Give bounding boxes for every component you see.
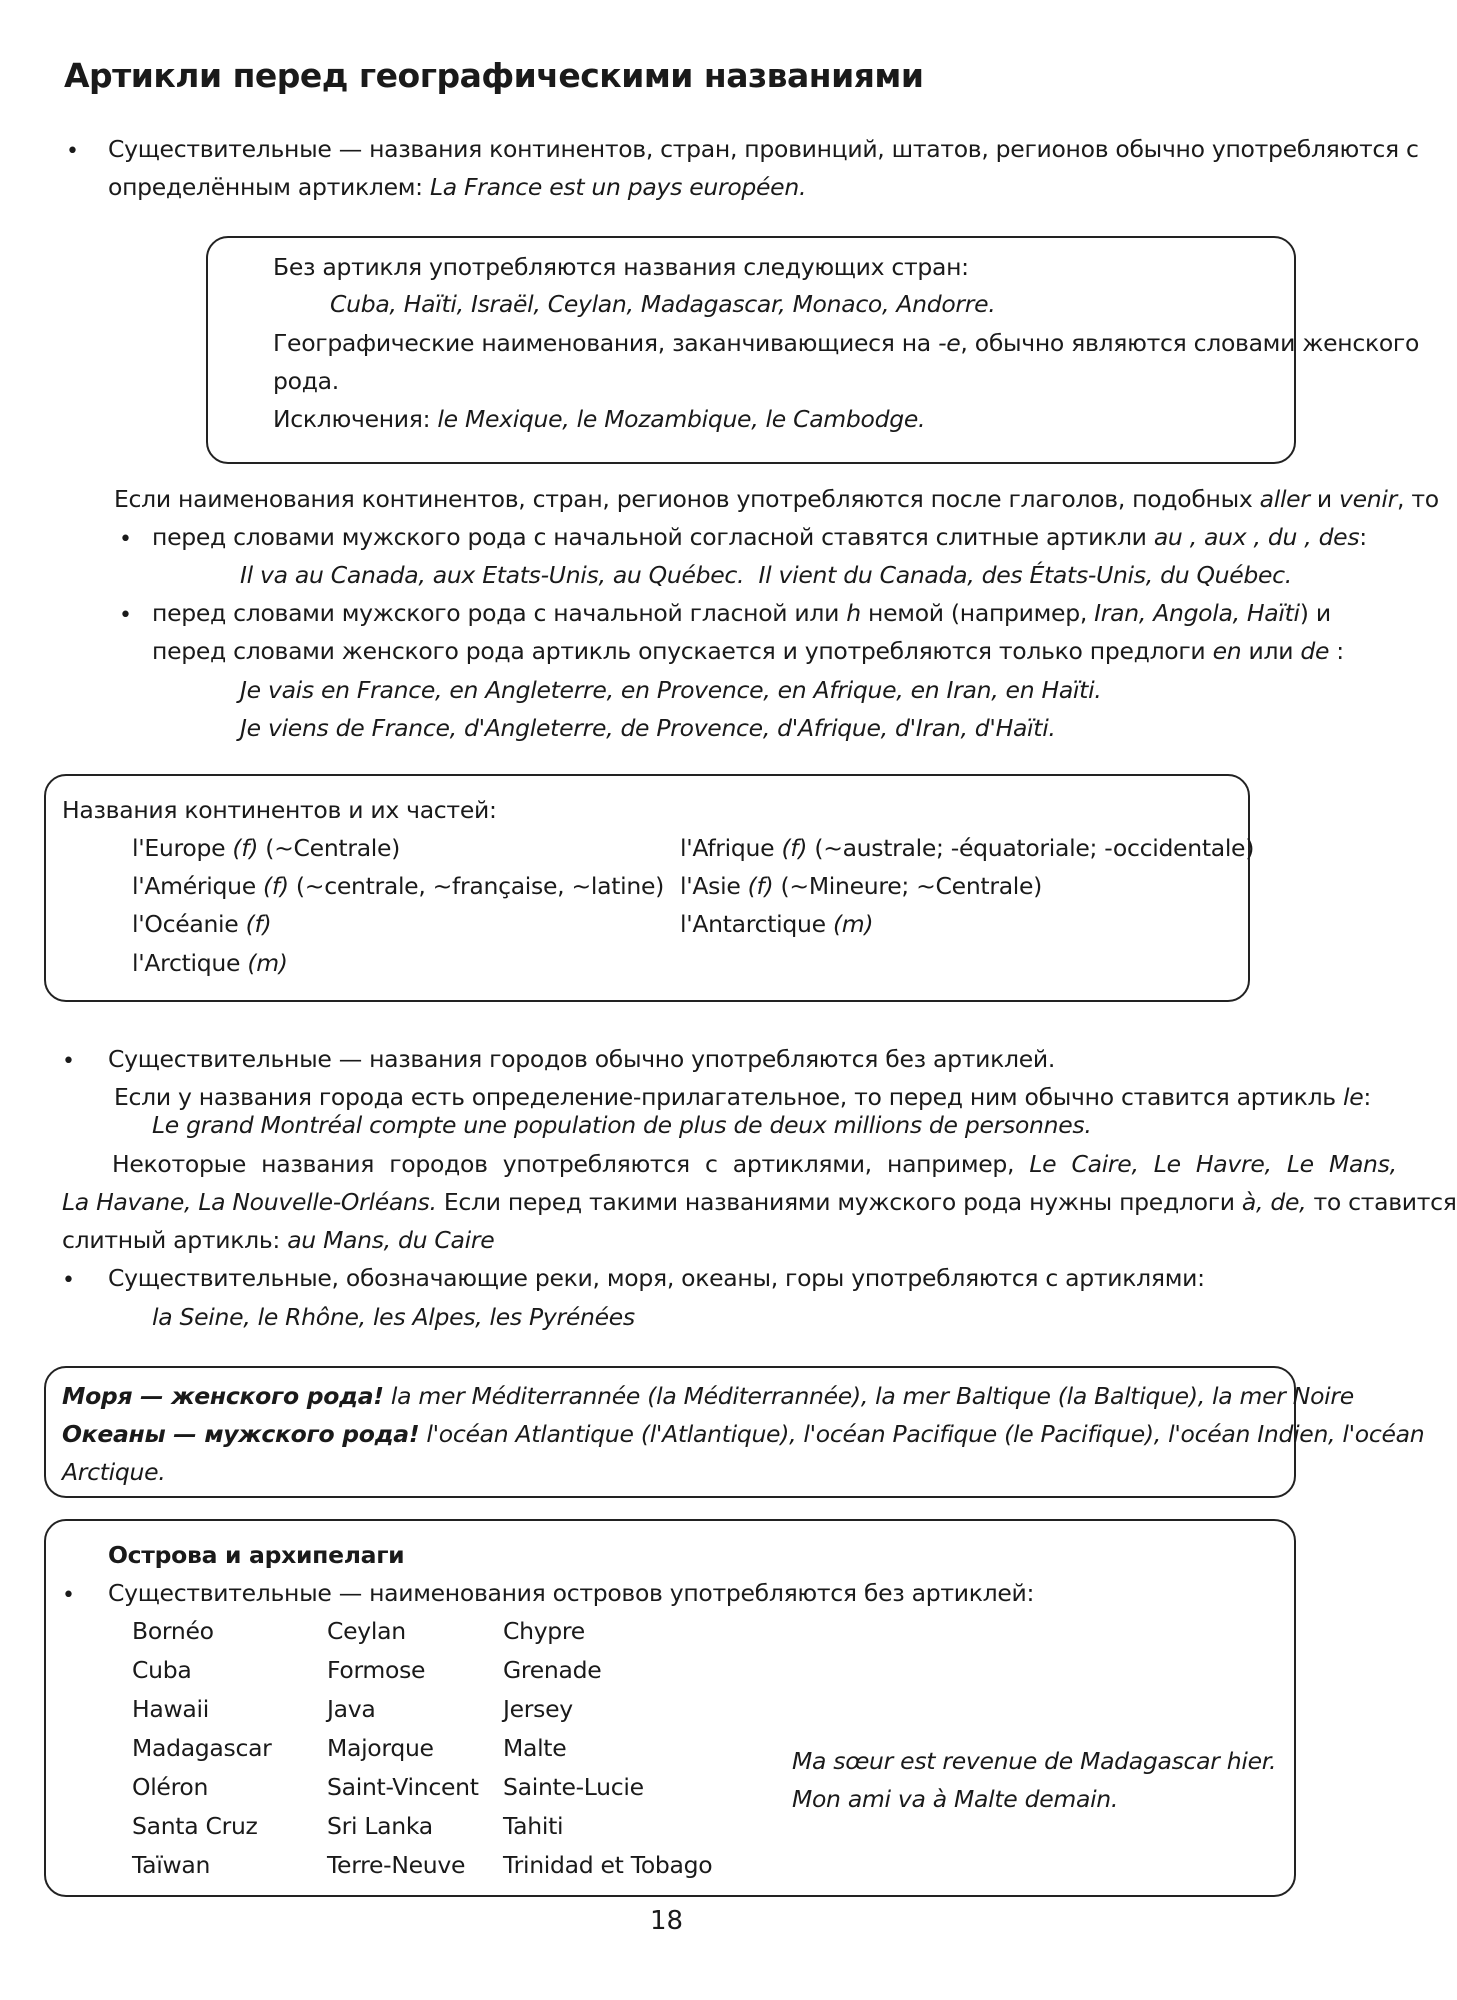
island: Sainte-Lucie [503, 1773, 644, 1801]
island: Majorque [327, 1734, 434, 1762]
cities-example: Le grand Montréal compte une population de plus de deux millions de personnes. [152, 1111, 1092, 1139]
island: Grenade [503, 1656, 602, 1684]
continent-gender: (f) [747, 872, 774, 900]
box1-line3-c: , обычно являются словами женского [960, 329, 1420, 357]
box1-exceptions: le Mexique, le Mozambique, le Cambodge. [437, 405, 926, 433]
continent-gender: (f) [781, 834, 808, 862]
verbs-aller: aller [1259, 485, 1310, 513]
seas-text: la mer Méditerrannée (la Méditerrannée), la mer Baltique (la Baltique), la mer Noire [383, 1382, 1354, 1410]
continent-name: l'Arctique [132, 949, 248, 977]
continents-heading: Названия континентов и их частей: [62, 796, 497, 824]
island: Tahiti [503, 1812, 564, 1840]
island: Hawaii [132, 1695, 209, 1723]
verbs-text-c: и [1309, 485, 1340, 513]
verbs-bullet2-a: перед словами мужского рода с начальной гласной или [152, 599, 847, 627]
cities-para2-c: à, de, [1241, 1188, 1307, 1216]
island: Java [327, 1695, 376, 1723]
intro-line-2 [108, 172, 806, 202]
continent-gender: (f) [232, 834, 259, 862]
verbs-bullet1-articles: au , aux , du , des [1153, 523, 1360, 551]
island: Formose [327, 1656, 426, 1684]
intro-line-1: Существительные — названия континентов, стран, провинций, штатов, регионов обычно употребляются с [108, 135, 1419, 163]
bullet-marker: • [62, 1268, 75, 1293]
continent-left-2 [132, 871, 664, 901]
seas-label: Моря — женского рода! [62, 1382, 384, 1410]
box1-line-3 [273, 328, 1419, 358]
cities-para-3 [62, 1225, 494, 1255]
cities-para2-d: то ставится [1306, 1188, 1457, 1216]
bullet-marker: • [66, 139, 79, 164]
cities-line2-le: le [1343, 1083, 1364, 1111]
rivers-bullet: Существительные, обозначающие реки, моря, океаны, горы употребляются с артиклями: [108, 1264, 1205, 1292]
oceans-line [62, 1419, 1424, 1449]
bullet-marker: • [62, 1583, 75, 1608]
cities-line2-a: Если у названия города есть определение-прилагательное, то перед ним обычно ставится артикль [114, 1083, 1344, 1111]
islands-heading: Острова и архипелаги [108, 1541, 405, 1569]
island: Sri Lanka [327, 1812, 433, 1840]
box1-line-1: Без артикля употребляются названия следующих стран: [273, 253, 969, 281]
island: Oléron [132, 1773, 209, 1801]
cities-para-b: Le Caire, Le Havre, Le Mans, [1029, 1150, 1397, 1178]
box1-examples: Cuba, Haïti, Israël, Ceylan, Madagascar, Monaco, Andorre. [330, 290, 996, 318]
continent-name: l'Afrique [680, 834, 782, 862]
continent-name: l'Asie [680, 872, 748, 900]
intro-text: определённым артиклем: [108, 173, 430, 201]
island: Madagascar [132, 1734, 272, 1762]
cities-para3-a: слитный артикль: [62, 1226, 288, 1254]
continent-left-1 [132, 833, 400, 863]
verbs-venir: venir [1339, 485, 1397, 513]
continent-name: l'Amérique [132, 872, 264, 900]
cities-para-2 [62, 1187, 1457, 1217]
verbs-text-a: Если наименования континентов, стран, регионов употребляются после глаголов, подобных [114, 485, 1260, 513]
cities-para-1 [112, 1149, 1397, 1179]
page-number: 18 [650, 1906, 684, 1936]
cities-para2-b: Если перед такими названиями мужского рода нужны предлоги [436, 1188, 1242, 1216]
verbs-bullet-1 [152, 522, 1367, 552]
verbs-b2l2-a: перед словами женского рода артикль опускается и употребляются только предлоги [152, 637, 1213, 665]
verbs-b2l2-c: или [1241, 637, 1301, 665]
verbs-bullet-1-example: Il va au Canada, aux Etats-Unis, au Québec. Il vient du Canada, des États-Unis, du Québec. [240, 561, 1292, 589]
islands-example-1: Ma sœur est revenue de Madagascar hier. [792, 1747, 1277, 1775]
box1-line-4: рода. [273, 367, 339, 395]
continent-note: (~Centrale) [258, 834, 401, 862]
continent-note: (~centrale, ~française, ~latine) [288, 872, 664, 900]
oceans-text: l'océan Atlantique (l'Atlantique), l'océan Pacifique (le Pacifique), l'océan Indien, l'océan [419, 1420, 1425, 1448]
cities-line2-colon: : [1363, 1083, 1372, 1111]
continent-left-3 [132, 909, 271, 939]
verbs-example-1: Je vais en France, en Angleterre, en Provence, en Afrique, en Iran, en Haïti. [240, 676, 1102, 704]
continent-gender: (f) [263, 872, 289, 900]
continent-name: l'Europe [132, 834, 233, 862]
oceans-line-2: Arctique. [62, 1458, 166, 1486]
continent-note: (~australe; -équatoriale; -occidentale) [807, 834, 1255, 862]
verbs-bullet2-e: ) и [1299, 599, 1331, 627]
verbs-b2l2-e: : [1329, 637, 1344, 665]
island: Ceylan [327, 1617, 406, 1645]
continent-right-1 [680, 833, 1254, 863]
box1-line3-a: Географические наименования, заканчивающиеся на [273, 329, 939, 357]
verbs-text-e: , то [1397, 485, 1439, 513]
verbs-bullet2-d: Iran, Angola, Haïti [1094, 599, 1300, 627]
island: Trinidad et Tobago [503, 1851, 713, 1879]
continent-right-3 [680, 909, 873, 939]
island: Saint-Vincent [327, 1773, 479, 1801]
verbs-bullet-2 [152, 598, 1331, 628]
island: Santa Cruz [132, 1812, 258, 1840]
verbs-bullet2-h: h [846, 599, 861, 627]
continent-name: l'Océanie [132, 910, 246, 938]
island: Terre-Neuve [327, 1851, 466, 1879]
bullet-marker: • [119, 603, 132, 628]
cities-para3-b: au Mans, du Caire [287, 1226, 495, 1254]
oceans-label: Океаны — мужского рода! [62, 1420, 420, 1448]
rivers-example: la Seine, le Rhône, les Alpes, les Pyrénées [152, 1303, 635, 1331]
island: Taïwan [132, 1851, 211, 1879]
box1-line-5 [273, 404, 925, 434]
page-title: Артикли перед географическими названиями [64, 56, 924, 95]
island: Malte [503, 1734, 567, 1762]
island: Jersey [503, 1695, 573, 1723]
box1-exceptions-label: Исключения: [273, 405, 438, 433]
island: Bornéo [132, 1617, 214, 1645]
verbs-b2l2-en: en [1212, 637, 1242, 665]
island: Cuba [132, 1656, 192, 1684]
verbs-bullet2-c: немой (например, [860, 599, 1095, 627]
continent-gender: (m) [832, 910, 874, 938]
seas-line [62, 1381, 1354, 1411]
intro-example: La France est un pays européen. [429, 173, 807, 201]
box1-line3-b: -e [938, 329, 961, 357]
cities-para-a: Некоторые названия городов употребляются с артиклями, например, [112, 1150, 1030, 1178]
verbs-example-2: Je viens de France, d'Angleterre, de Provence, d'Afrique, d'Iran, d'Haïti. [240, 714, 1056, 742]
cities-para2-a: La Havane, La Nouvelle-Orléans. [62, 1188, 437, 1216]
continent-name: l'Antarctique [680, 910, 833, 938]
continent-gender: (m) [247, 949, 288, 977]
cities-line-2 [114, 1082, 1371, 1112]
verbs-bullet1-colon: : [1359, 523, 1367, 551]
verbs-bullet-2-line-2 [152, 636, 1344, 666]
continent-note: (~Mineure; ~Centrale) [773, 872, 1043, 900]
islands-bullet: Существительные — наименования островов употребляются без артиклей: [108, 1579, 1035, 1607]
continent-right-2 [680, 871, 1042, 901]
cities-bullet: Существительные — названия городов обычно употребляются без артиклей. [108, 1045, 1055, 1073]
continent-left-4 [132, 948, 288, 978]
island: Chypre [503, 1617, 585, 1645]
verbs-bullet1-text: перед словами мужского рода с начальной согласной ставятся слитные артикли [152, 523, 1154, 551]
continent-gender: (f) [245, 910, 272, 938]
islands-example-2: Mon ami va à Malte demain. [792, 1785, 1119, 1813]
verbs-intro [114, 484, 1439, 514]
bullet-marker: • [62, 1049, 75, 1074]
verbs-b2l2-de: de [1300, 637, 1330, 665]
bullet-marker: • [119, 527, 132, 552]
